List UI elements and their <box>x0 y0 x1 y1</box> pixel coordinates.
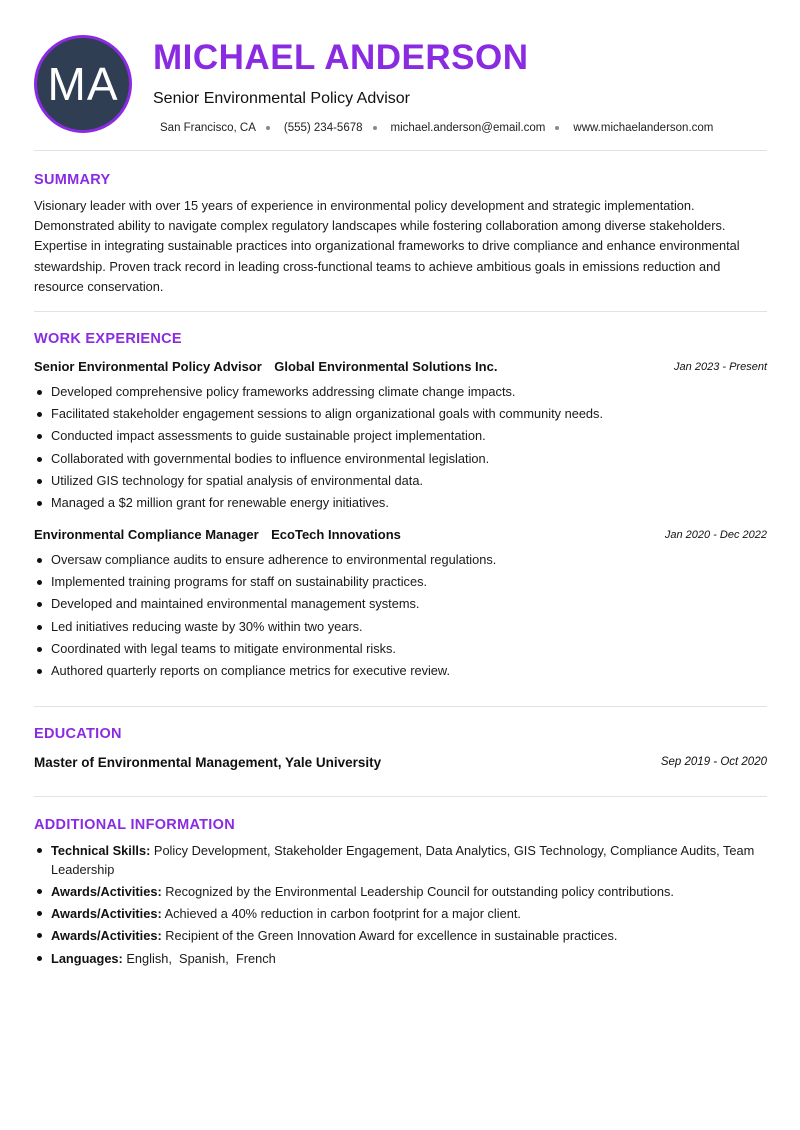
contact-website[interactable]: www.michaelanderson.com <box>573 122 714 134</box>
job-dates: Jan 2023 - Present <box>674 361 767 373</box>
job-header <box>34 358 767 376</box>
education-degree: Master of Environmental Management, Yale University <box>34 754 382 770</box>
list-item <box>34 949 767 968</box>
item-text: English, Spanish, French <box>126 951 276 966</box>
list-item: Implemented training programs for staff on sustainability practices. <box>34 571 767 593</box>
avatar <box>34 35 132 133</box>
candidate-name: MICHAEL ANDERSON <box>153 38 529 77</box>
list-item <box>34 882 767 901</box>
list-item: Led initiatives reducing waste by 30% within two years. <box>34 616 767 638</box>
summary-heading: SUMMARY <box>34 172 111 188</box>
education-entry <box>34 752 767 772</box>
contact-location: San Francisco, CA <box>160 122 256 134</box>
separator-dot <box>555 126 559 130</box>
divider <box>34 796 767 797</box>
list-item: Developed comprehensive policy frameworks addressing climate change impacts. <box>34 381 767 403</box>
item-label: Technical Skills: <box>51 843 151 858</box>
item-label: Awards/Activities: <box>51 906 162 921</box>
divider <box>34 150 767 151</box>
list-item <box>34 926 767 945</box>
item-text: Recipient of the Green Innovation Award for excellence in sustainable practices. <box>165 928 618 943</box>
job-bullets <box>34 381 767 514</box>
item-label: Awards/Activities: <box>51 928 162 943</box>
avatar-initials: MA <box>47 58 119 110</box>
divider <box>34 311 767 312</box>
candidate-title: Senior Environmental Policy Advisor <box>153 90 411 107</box>
list-item: Facilitated stakeholder engagement sessions to align organizational goals with community needs. <box>34 403 767 425</box>
separator-dot <box>373 126 377 130</box>
separator-dot <box>266 126 270 130</box>
item-text: Policy Development, Stakeholder Engagement, Data Analytics, GIS Technology, Compliance Audits, Team Leadership <box>51 843 755 877</box>
job-company: Global Environmental Solutions Inc. <box>274 359 498 374</box>
job-header <box>34 526 767 544</box>
education-heading: EDUCATION <box>34 726 122 742</box>
divider <box>34 706 767 707</box>
job-dates: Jan 2020 - Dec 2022 <box>664 529 767 541</box>
job-bullets <box>34 549 767 682</box>
item-label: Awards/Activities: <box>51 884 162 899</box>
education-dates: Sep 2019 - Oct 2020 <box>660 756 767 768</box>
contact-phone[interactable]: (555) 234-5678 <box>283 122 363 134</box>
list-item: Coordinated with legal teams to mitigate environmental risks. <box>34 638 767 660</box>
list-item: Authored quarterly reports on compliance metrics for executive review. <box>34 660 767 682</box>
contact-email[interactable]: michael.anderson@email.com <box>390 122 546 134</box>
work-experience-heading: WORK EXPERIENCE <box>34 331 182 347</box>
item-label: Languages: <box>51 951 123 966</box>
item-text: Achieved a 40% reduction in carbon footprint for a major client. <box>164 906 521 921</box>
job-role: Senior Environmental Policy Advisor <box>34 359 262 374</box>
job-company: EcoTech Innovations <box>271 527 401 542</box>
list-item: Managed a $2 million grant for renewable energy initiatives. <box>34 492 767 514</box>
job-role: Environmental Compliance Manager <box>34 527 259 542</box>
additional-info-list <box>34 841 767 971</box>
list-item: Oversaw compliance audits to ensure adherence to environmental regulations. <box>34 549 767 571</box>
item-text: Recognized by the Environmental Leadership Council for outstanding policy contributions. <box>165 884 674 899</box>
list-item: Utilized GIS technology for spatial analysis of environmental data. <box>34 470 767 492</box>
contact-bar <box>160 120 713 136</box>
list-item <box>34 904 767 923</box>
list-item: Collaborated with governmental bodies to influence environmental legislation. <box>34 448 767 470</box>
list-item <box>34 841 767 879</box>
additional-info-heading: ADDITIONAL INFORMATION <box>34 817 235 833</box>
list-item: Conducted impact assessments to guide sustainable project implementation. <box>34 425 767 447</box>
list-item: Developed and maintained environmental management systems. <box>34 593 767 615</box>
summary-text: Visionary leader with over 15 years of experience in environmental policy development and strategic implementation. Demonstrated ability to navigate complex regulatory landscapes while fostering collaboration among diverse stakeholders. Expertise in integrating sustainable practices into organizational frameworks to drive compliance and enhance environmental stewardship. Proven track record in leading cross-functional teams to achieve ambitious goals in emissions reduction and resource conservation. <box>34 198 740 294</box>
